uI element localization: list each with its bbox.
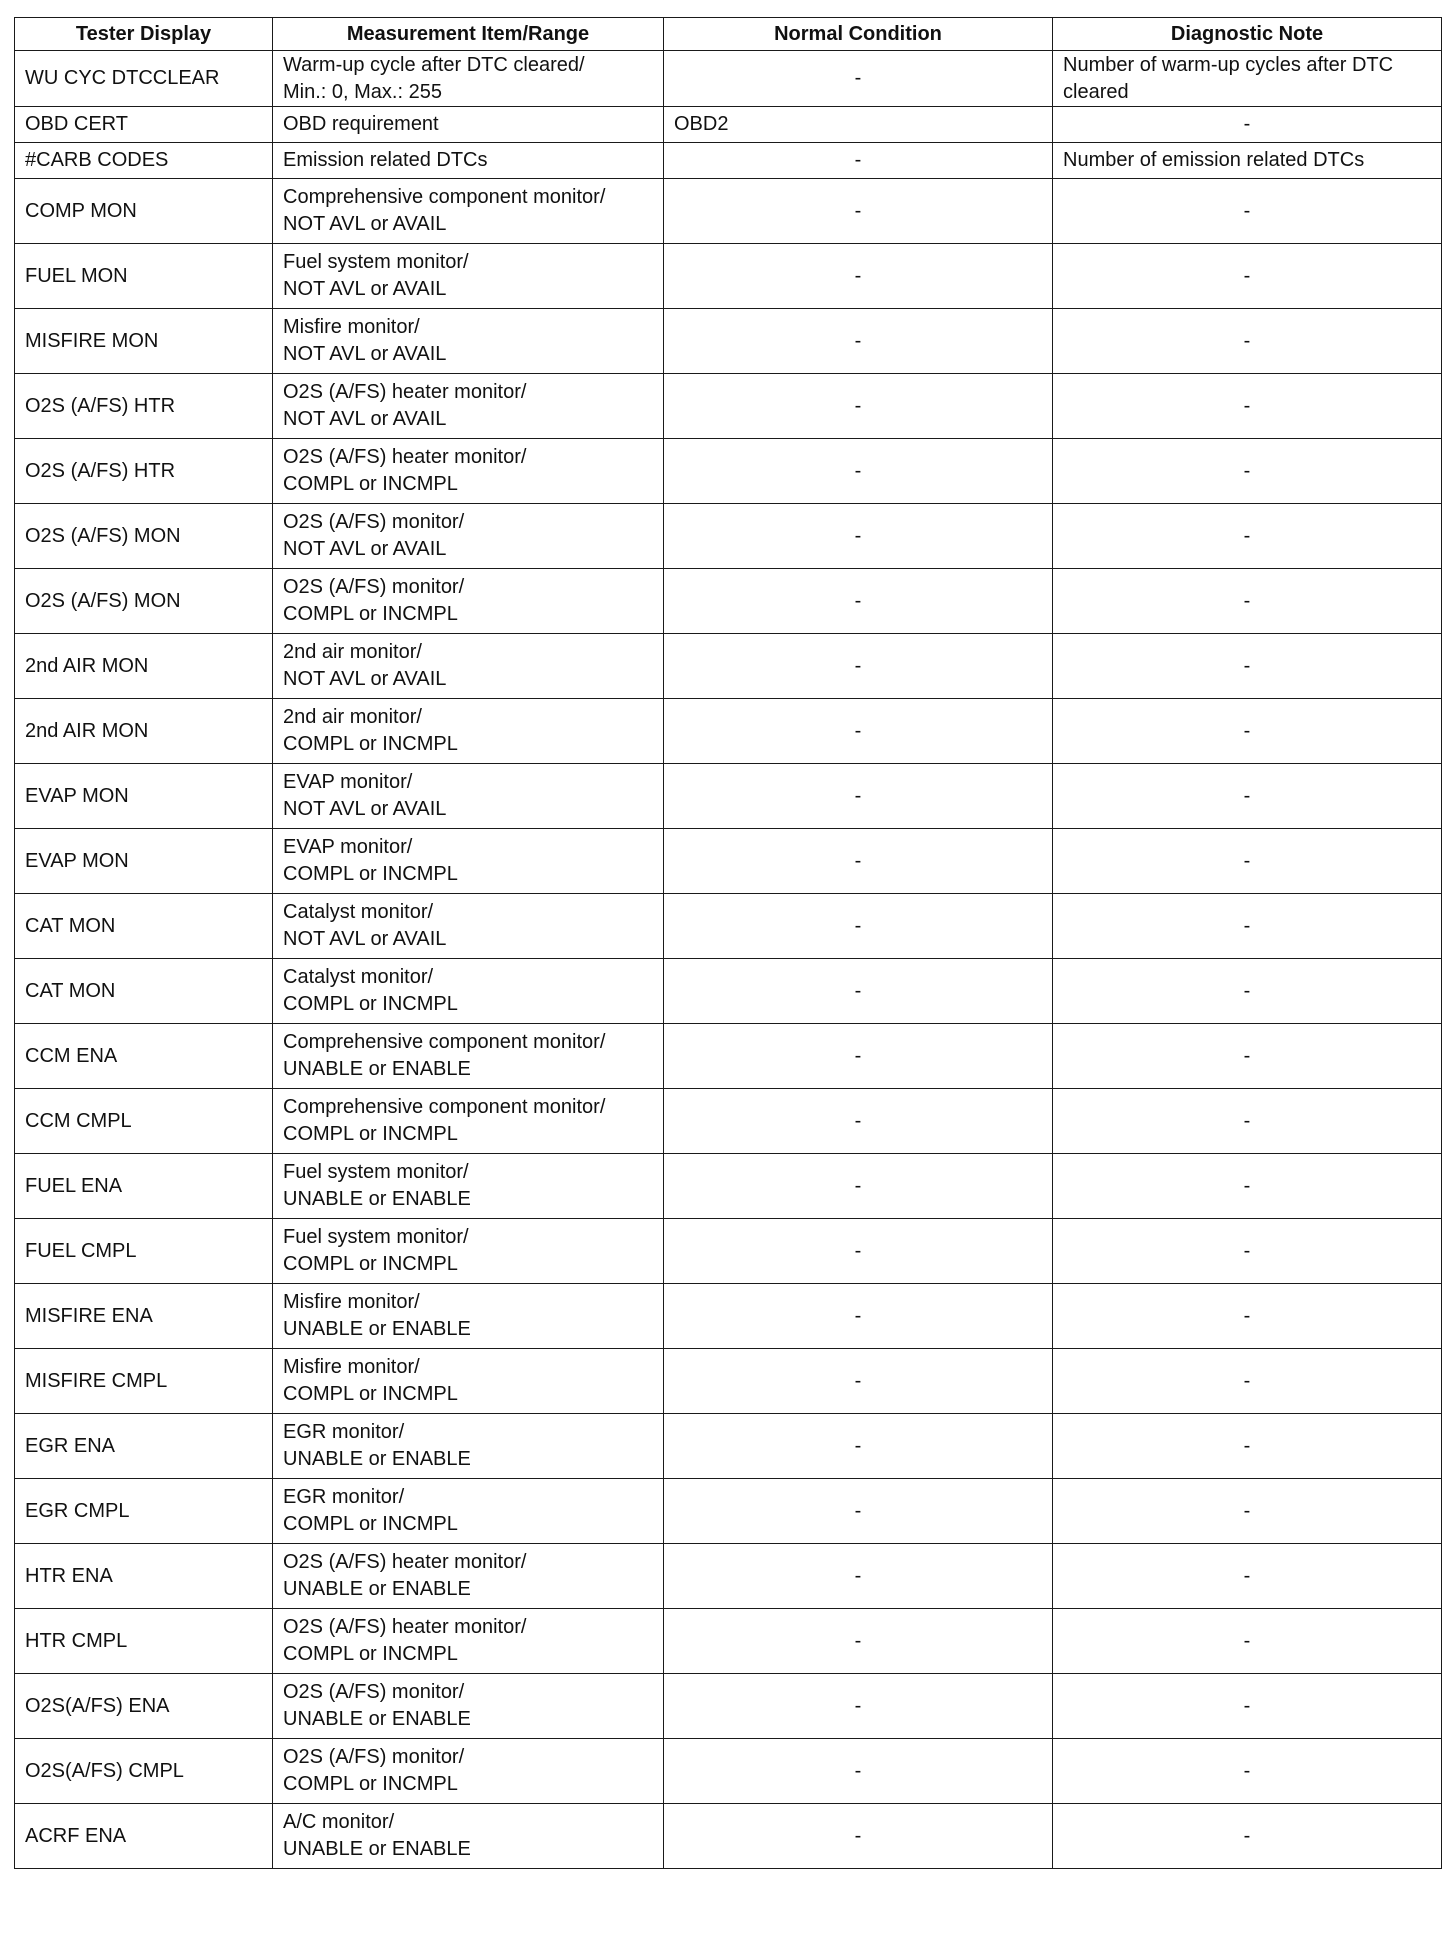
normal-condition-cell: - — [664, 1284, 1053, 1349]
tester-display-cell: MISFIRE CMPL — [15, 1349, 273, 1414]
measurement-item-cell — [273, 1804, 664, 1869]
normal-condition-cell: - — [664, 569, 1053, 634]
tester-display-cell: EGR ENA — [15, 1414, 273, 1479]
diagnostic-note-cell: - — [1053, 1609, 1442, 1674]
measurement-item-line: COMPL or INCMPL — [283, 603, 458, 625]
measurement-item-line: Warm-up cycle after DTC cleared/ — [283, 53, 585, 76]
measurement-item-line: A/C monitor/ — [283, 1811, 395, 1833]
measurement-item-line: O2S (A/FS) monitor/ — [283, 511, 465, 533]
measurement-item-cell — [273, 634, 664, 699]
tester-display-cell: 2nd AIR MON — [15, 634, 273, 699]
measurement-item-cell — [273, 1024, 664, 1089]
normal-condition-cell: - — [664, 439, 1053, 504]
table-row — [15, 894, 1442, 959]
table-row — [15, 829, 1442, 894]
measurement-item-cell — [273, 1349, 664, 1414]
table-row — [15, 1284, 1442, 1349]
diagnostic-note-cell: Number of warm-up cycles after DTC cleared — [1053, 51, 1442, 107]
measurement-item-line: Misfire monitor/ — [283, 1356, 420, 1378]
measurement-item-cell — [273, 143, 664, 179]
tester-display-cell: HTR CMPL — [15, 1609, 273, 1674]
diagnostic-note-cell: - — [1053, 1219, 1442, 1284]
normal-condition-cell: - — [664, 1479, 1053, 1544]
measurement-item-cell — [273, 309, 664, 374]
measurement-item-line: EGR monitor/ — [283, 1421, 405, 1443]
tester-display-cell: O2S (A/FS) HTR — [15, 439, 273, 504]
measurement-item-line: EGR monitor/ — [283, 1486, 405, 1508]
measurement-item-cell — [273, 179, 664, 244]
measurement-item-line: NOT AVL or AVAIL — [283, 538, 447, 560]
measurement-item-line: NOT AVL or AVAIL — [283, 798, 447, 820]
measurement-item-cell — [273, 699, 664, 764]
table-row — [15, 1609, 1442, 1674]
table-row — [15, 699, 1442, 764]
measurement-item-line: UNABLE or ENABLE — [283, 1448, 471, 1470]
table-row — [15, 439, 1442, 504]
table-row — [15, 1544, 1442, 1609]
measurement-item-line: Misfire monitor/ — [283, 316, 420, 338]
measurement-item-line: COMPL or INCMPL — [283, 1383, 458, 1405]
measurement-item-cell — [273, 1284, 664, 1349]
tester-display-cell: O2S (A/FS) MON — [15, 504, 273, 569]
normal-condition-cell: - — [664, 1349, 1053, 1414]
measurement-item-line: NOT AVL or AVAIL — [283, 928, 447, 950]
tester-display-cell: EGR CMPL — [15, 1479, 273, 1544]
diagnostic-note-cell: - — [1053, 1739, 1442, 1804]
tester-display-cell: HTR ENA — [15, 1544, 273, 1609]
header-row — [15, 18, 1442, 51]
tester-display-cell: WU CYC DTCCLEAR — [15, 51, 273, 107]
tester-display-cell: O2S(A/FS) CMPL — [15, 1739, 273, 1804]
measurement-item-line: Fuel system monitor/ — [283, 1161, 469, 1183]
normal-condition-cell: - — [664, 1739, 1053, 1804]
measurement-item-cell — [273, 439, 664, 504]
table-row — [15, 1479, 1442, 1544]
table-row — [15, 764, 1442, 829]
table-row — [15, 107, 1442, 143]
tester-display-cell: OBD CERT — [15, 107, 273, 143]
normal-condition-cell: - — [664, 1024, 1053, 1089]
measurement-item-line: UNABLE or ENABLE — [283, 1318, 471, 1340]
measurement-item-cell — [273, 1089, 664, 1154]
tester-display-cell: #CARB CODES — [15, 143, 273, 179]
normal-condition-cell: - — [664, 1154, 1053, 1219]
diagnostic-note-cell: - — [1053, 1544, 1442, 1609]
measurement-item-cell — [273, 764, 664, 829]
normal-condition-cell: - — [664, 764, 1053, 829]
measurement-item-line: UNABLE or ENABLE — [283, 1578, 471, 1600]
measurement-item-cell — [273, 1674, 664, 1739]
table-row — [15, 959, 1442, 1024]
measurement-item-line: O2S (A/FS) heater monitor/ — [283, 381, 527, 403]
diagnostic-note-cell: - — [1053, 764, 1442, 829]
table-body — [15, 51, 1442, 1869]
diagnostic-note-cell: - — [1053, 699, 1442, 764]
tester-display-cell: FUEL MON — [15, 244, 273, 309]
measurement-item-line: Comprehensive component monitor/ — [283, 186, 606, 208]
measurement-item-line: COMPL or INCMPL — [283, 993, 458, 1015]
diagnostic-note-cell: - — [1053, 1349, 1442, 1414]
table-row — [15, 1349, 1442, 1414]
table-row — [15, 1089, 1442, 1154]
diagnostic-note-cell: - — [1053, 894, 1442, 959]
measurement-item-cell — [273, 569, 664, 634]
diagnostic-note-cell: - — [1053, 1154, 1442, 1219]
measurement-item-line: O2S (A/FS) heater monitor/ — [283, 1551, 527, 1573]
measurement-item-line: UNABLE or ENABLE — [283, 1838, 471, 1860]
measurement-item-line: NOT AVL or AVAIL — [283, 278, 447, 300]
measurement-item-line: Catalyst monitor/ — [283, 966, 434, 988]
header-diagnostic-note: Diagnostic Note — [1053, 18, 1442, 51]
measurement-item-cell — [273, 1544, 664, 1609]
measurement-item-line: COMPL or INCMPL — [283, 473, 458, 495]
measurement-item-line: Misfire monitor/ — [283, 1291, 420, 1313]
normal-condition-cell: - — [664, 699, 1053, 764]
tester-display-cell: MISFIRE MON — [15, 309, 273, 374]
normal-condition-cell: - — [664, 1219, 1053, 1284]
diagnostic-note-cell: - — [1053, 244, 1442, 309]
measurement-item-line: UNABLE or ENABLE — [283, 1188, 471, 1210]
measurement-item-cell — [273, 1609, 664, 1674]
table-row — [15, 504, 1442, 569]
measurement-item-line: O2S (A/FS) monitor/ — [283, 1746, 465, 1768]
diagnostic-note-cell: - — [1053, 634, 1442, 699]
diagnostic-note-cell: - — [1053, 1089, 1442, 1154]
measurement-item-line: O2S (A/FS) monitor/ — [283, 1681, 465, 1703]
measurement-item-cell — [273, 244, 664, 309]
measurement-item-cell — [273, 374, 664, 439]
tester-display-cell: MISFIRE ENA — [15, 1284, 273, 1349]
measurement-item-line: UNABLE or ENABLE — [283, 1708, 471, 1730]
normal-condition-cell: - — [664, 634, 1053, 699]
tester-display-cell: 2nd AIR MON — [15, 699, 273, 764]
table-row — [15, 1154, 1442, 1219]
normal-condition-cell: - — [664, 1414, 1053, 1479]
normal-condition-cell: - — [664, 504, 1053, 569]
normal-condition-cell: - — [664, 1804, 1053, 1869]
normal-condition-cell: - — [664, 1544, 1053, 1609]
measurement-item-cell — [273, 504, 664, 569]
tester-display-cell: ACRF ENA — [15, 1804, 273, 1869]
table-row — [15, 1414, 1442, 1479]
measurement-item-line: COMPL or INCMPL — [283, 1253, 458, 1275]
normal-condition-cell: - — [664, 1089, 1053, 1154]
tester-display-cell: FUEL ENA — [15, 1154, 273, 1219]
measurement-item-line: O2S (A/FS) heater monitor/ — [283, 446, 527, 468]
normal-condition-cell: - — [664, 143, 1053, 179]
measurement-item-line: COMPL or INCMPL — [283, 863, 458, 885]
measurement-item-line: UNABLE or ENABLE — [283, 1058, 471, 1080]
table-row — [15, 1024, 1442, 1089]
table-row — [15, 634, 1442, 699]
tester-display-cell: EVAP MON — [15, 829, 273, 894]
measurement-item-line: 2nd air monitor/ — [283, 706, 422, 728]
measurement-item-cell — [273, 894, 664, 959]
diagnostic-note-cell: - — [1053, 1674, 1442, 1739]
measurement-item-cell — [273, 51, 664, 107]
measurement-item-cell — [273, 1219, 664, 1284]
diagnostic-note-cell: - — [1053, 959, 1442, 1024]
diagnostic-note-cell: - — [1053, 1284, 1442, 1349]
measurement-item-line: NOT AVL or AVAIL — [283, 408, 447, 430]
diagnostic-note-cell: - — [1053, 107, 1442, 143]
measurement-item-line: Comprehensive component monitor/ — [283, 1031, 606, 1053]
diagnostic-note-cell: - — [1053, 504, 1442, 569]
diagnostic-note-cell: - — [1053, 1804, 1442, 1869]
normal-condition-cell: - — [664, 959, 1053, 1024]
measurement-item-line: NOT AVL or AVAIL — [283, 343, 447, 365]
normal-condition-cell: - — [664, 51, 1053, 107]
header-tester-display: Tester Display — [15, 18, 273, 51]
measurement-item-line: EVAP monitor/ — [283, 771, 413, 793]
measurement-item-line: Emission related DTCs — [283, 149, 488, 171]
header-measurement-item: Measurement Item/Range — [273, 18, 664, 51]
tester-display-cell: COMP MON — [15, 179, 273, 244]
tester-display-cell: O2S(A/FS) ENA — [15, 1674, 273, 1739]
diagnostic-note-cell: - — [1053, 439, 1442, 504]
measurement-item-line: NOT AVL or AVAIL — [283, 668, 447, 690]
measurement-item-line: O2S (A/FS) heater monitor/ — [283, 1616, 527, 1638]
measurement-item-line: COMPL or INCMPL — [283, 1123, 458, 1145]
measurement-item-line: Fuel system monitor/ — [283, 251, 469, 273]
normal-condition-cell: OBD2 — [664, 107, 1053, 143]
measurement-item-line: 2nd air monitor/ — [283, 641, 422, 663]
diagnostic-note-cell: - — [1053, 374, 1442, 439]
table-row — [15, 1674, 1442, 1739]
tester-display-cell: CCM ENA — [15, 1024, 273, 1089]
measurement-item-line: O2S (A/FS) monitor/ — [283, 576, 465, 598]
measurement-item-line: Comprehensive component monitor/ — [283, 1096, 606, 1118]
table-row — [15, 1739, 1442, 1804]
measurement-item-line: Min.: 0, Max.: 255 — [283, 80, 442, 103]
table-row — [15, 569, 1442, 634]
diagnostic-note-cell: - — [1053, 1479, 1442, 1544]
normal-condition-cell: - — [664, 244, 1053, 309]
measurement-item-line: COMPL or INCMPL — [283, 1773, 458, 1795]
diagnostic-note-cell: - — [1053, 1414, 1442, 1479]
table-row — [15, 1219, 1442, 1284]
normal-condition-cell: - — [664, 179, 1053, 244]
table-row — [15, 51, 1442, 107]
measurement-item-cell — [273, 829, 664, 894]
table-row — [15, 374, 1442, 439]
normal-condition-cell: - — [664, 894, 1053, 959]
measurement-item-line: Catalyst monitor/ — [283, 901, 434, 923]
measurement-item-cell — [273, 1154, 664, 1219]
table-row — [15, 143, 1442, 179]
measurement-item-cell — [273, 1739, 664, 1804]
measurement-item-cell — [273, 1479, 664, 1544]
tester-display-cell: O2S (A/FS) HTR — [15, 374, 273, 439]
tester-display-cell: CAT MON — [15, 959, 273, 1024]
measurement-item-cell — [273, 1414, 664, 1479]
measurement-item-cell — [273, 107, 664, 143]
tester-display-cell: O2S (A/FS) MON — [15, 569, 273, 634]
diagnostic-note-cell: - — [1053, 829, 1442, 894]
diagnostic-note-cell: - — [1053, 309, 1442, 374]
header-normal-condition: Normal Condition — [664, 18, 1053, 51]
normal-condition-cell: - — [664, 1674, 1053, 1739]
diagnostic-note-cell: - — [1053, 1024, 1442, 1089]
measurement-item-line: COMPL or INCMPL — [283, 733, 458, 755]
table-row — [15, 244, 1442, 309]
normal-condition-cell: - — [664, 309, 1053, 374]
tester-display-cell: EVAP MON — [15, 764, 273, 829]
normal-condition-cell: - — [664, 374, 1053, 439]
normal-condition-cell: - — [664, 829, 1053, 894]
measurement-item-line: COMPL or INCMPL — [283, 1643, 458, 1665]
tester-display-cell: FUEL CMPL — [15, 1219, 273, 1284]
tester-display-cell: CCM CMPL — [15, 1089, 273, 1154]
measurement-item-line: OBD requirement — [283, 113, 439, 135]
diagnostic-note-cell: - — [1053, 569, 1442, 634]
normal-condition-cell: - — [664, 1609, 1053, 1674]
table-row — [15, 309, 1442, 374]
diagnostic-note-cell: Number of emission related DTCs — [1053, 143, 1442, 179]
tester-display-cell: CAT MON — [15, 894, 273, 959]
tester-display-table — [14, 17, 1442, 1869]
table-row — [15, 179, 1442, 244]
measurement-item-line: COMPL or INCMPL — [283, 1513, 458, 1535]
measurement-item-line: NOT AVL or AVAIL — [283, 213, 447, 235]
measurement-item-cell — [273, 959, 664, 1024]
table-row — [15, 1804, 1442, 1869]
diagnostic-note-cell: - — [1053, 179, 1442, 244]
measurement-item-line: EVAP monitor/ — [283, 836, 413, 858]
measurement-item-line: Fuel system monitor/ — [283, 1226, 469, 1248]
